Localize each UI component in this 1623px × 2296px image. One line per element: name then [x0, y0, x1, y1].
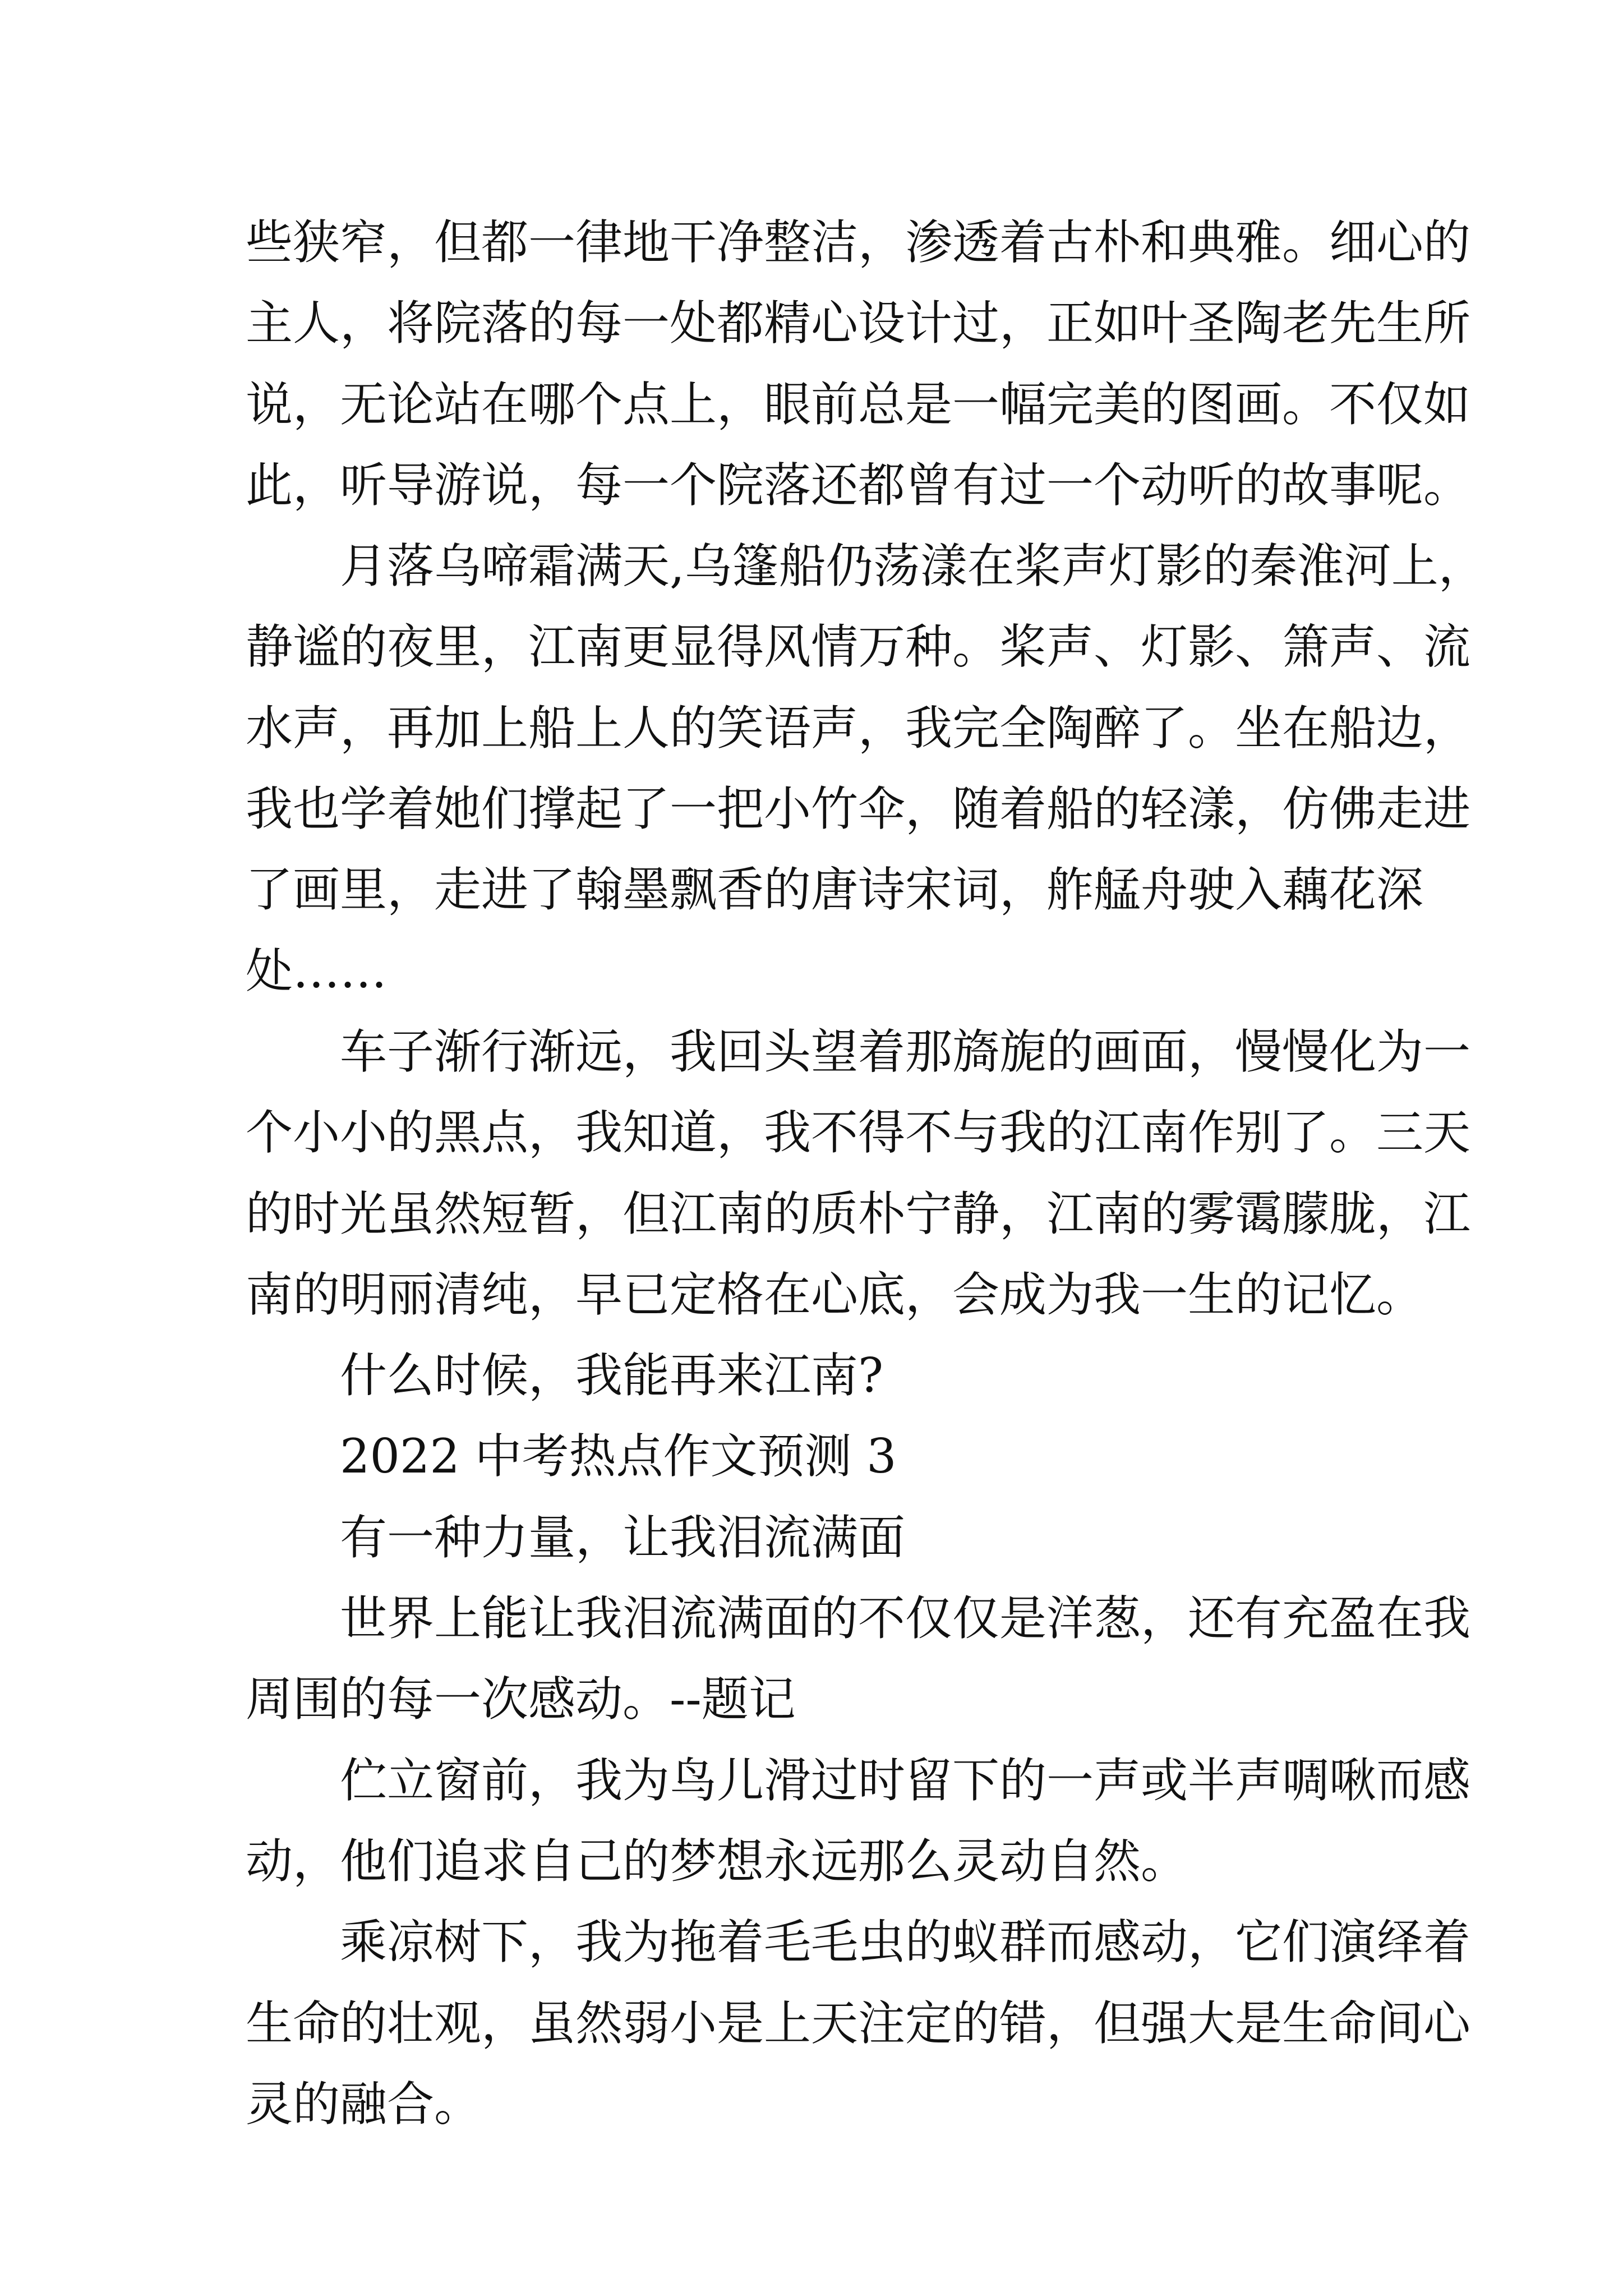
paragraph-boat	[246, 526, 1486, 1011]
text-line: 了画里，走进了翰墨飘香的唐诗宋词，舴艋舟驶入藕花深	[246, 862, 1424, 918]
text-line: 我也学着她们撑起了一把小竹伞，随着船的轻漾，仿佛走进	[246, 781, 1471, 837]
text-line: 些狭窄，但都一律地干净整洁，渗透着古朴和典雅。细心的	[246, 215, 1471, 270]
text-line: 2022 中考热点作文预测 3	[340, 1429, 897, 1484]
text-line: 南的明丽清纯，早已定格在心底，会成为我一生的记忆。	[246, 1267, 1424, 1322]
paragraph-epigraph	[246, 1578, 1471, 1740]
text-line: 乘凉树下，我为拖着毛毛虫的蚁群而感动，它们演绎着	[340, 1915, 1471, 1970]
text-line: 说，无论站在哪个点上，眼前总是一幅完美的图画。不仅如	[246, 376, 1471, 432]
text-line: 月落乌啼霜满天,乌篷船仍荡漾在桨声灯影的秦淮河上，	[340, 539, 1486, 594]
text-line: 处……	[246, 943, 388, 999]
text-line: 此，听导游说，每一个院落还都曾有过一个动听的故事呢。	[246, 457, 1471, 513]
document-body	[246, 202, 1486, 2145]
text-line: 什么时候，我能再来江南?	[340, 1348, 884, 1404]
text-line: 周围的每一次感动。--题记	[246, 1672, 796, 1727]
text-line: 水声，再加上船上人的笑语声，我完全陶醉了。坐在船边，	[246, 700, 1471, 756]
section-heading	[246, 1416, 1384, 1497]
essay-title	[246, 1497, 1384, 1578]
paragraph-ants	[246, 1902, 1471, 2145]
text-line: 静谧的夜里，江南更显得风情万种。桨声、灯影、箫声、流	[246, 619, 1471, 675]
text-line: 世界上能让我泪流满面的不仅仅是洋葱，还有充盈在我	[340, 1591, 1471, 1646]
text-line: 的时光虽然短暂，但江南的质朴宁静，江南的雾霭朦胧，江	[246, 1186, 1471, 1241]
text-line: 生命的壮观，虽然弱小是上天注定的错，但强大是生命间心	[246, 1995, 1471, 2051]
paragraph-question	[246, 1335, 1384, 1416]
text-line: 伫立窗前，我为鸟儿滑过时留下的一声或半声啁啾而感	[340, 1752, 1471, 1808]
text-line: 有一种力量，让我泪流满面	[340, 1510, 906, 1565]
paragraph-window	[246, 1740, 1471, 1902]
text-line: 主人，将院落的每一处都精心设计过，正如叶圣陶老先生所	[246, 296, 1471, 351]
text-line: 动，他们追求自己的梦想永远那么灵动自然。	[246, 1833, 1188, 1889]
paragraph-farewell	[246, 1011, 1471, 1335]
paragraph-courtyard	[246, 202, 1471, 526]
text-line: 车子渐行渐远，我回头望着那旖旎的画面，慢慢化为一	[340, 1024, 1471, 1079]
text-line: 灵的融合。	[246, 2076, 482, 2132]
text-line: 个小小的黑点，我知道，我不得不与我的江南作别了。三天	[246, 1105, 1471, 1161]
